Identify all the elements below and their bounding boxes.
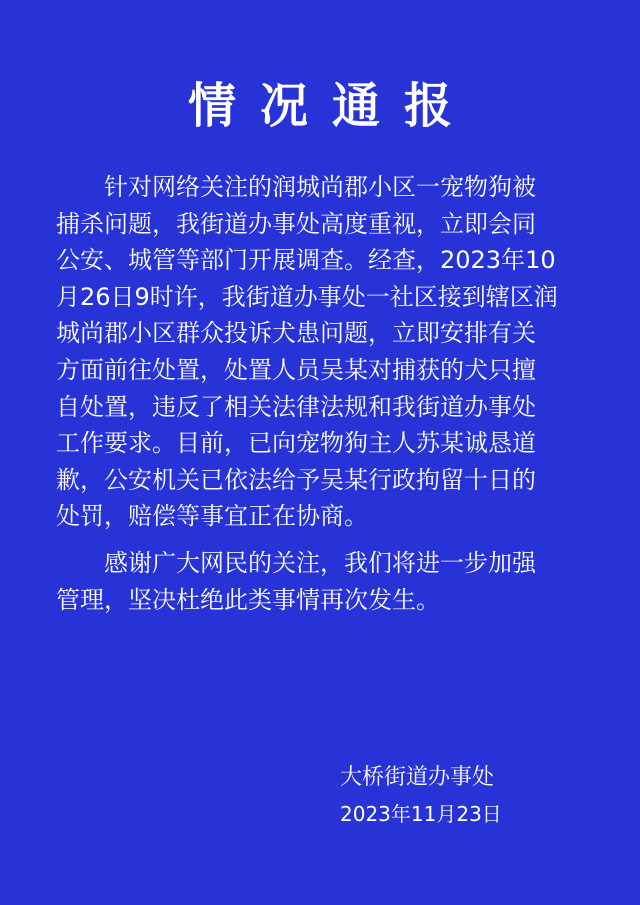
signature-organization: 大桥街道办事处	[340, 765, 495, 790]
paragraph-1-line-6: 方面前往处置，处置人员吴某对捕获的犬只擅	[56, 355, 536, 384]
paragraph-1-line-9: 歉，公安机关已依法给予吴某行政拘留十日的	[56, 465, 536, 494]
paragraph-2	[56, 545, 584, 618]
paragraph-1-line-7: 自处置，违反了相关法律法规和我街道办事处	[56, 392, 536, 421]
paragraph-2-line-1: 感谢广大网民的关注，我们将进一步加强	[104, 548, 536, 577]
notice-title: 情况通报	[187, 78, 476, 134]
paragraph-1	[56, 169, 584, 535]
paragraph-1-line-10: 处罚，赔偿等事宜正在协商。	[56, 502, 368, 531]
notice-body	[56, 169, 584, 618]
paragraph-1-line-2: 捕杀问题，我街道办事处高度重视，立即会同	[56, 209, 536, 238]
paragraph-1-line-3: 公安、城管等部门开展调查。经查，2023年10	[56, 246, 556, 275]
paragraph-1-line-5: 城尚郡小区群众投诉犬患问题，立即安排有关	[56, 319, 536, 348]
paragraph-1-line-1: 针对网络关注的润城尚郡小区一宠物狗被	[104, 173, 536, 201]
signature-date: 2023年11月23日	[340, 802, 502, 826]
paragraph-spacer	[56, 535, 584, 545]
paragraph-1-line-4: 月26日9时许，我街道办事处一社区接到辖区润	[56, 282, 558, 311]
paragraph-2-line-2: 管理，坚决杜绝此类事情再次发生。	[56, 585, 440, 614]
signature-block	[340, 760, 600, 832]
paragraph-1-line-8: 工作要求。目前，已向宠物狗主人苏某诚恳道	[56, 429, 536, 458]
